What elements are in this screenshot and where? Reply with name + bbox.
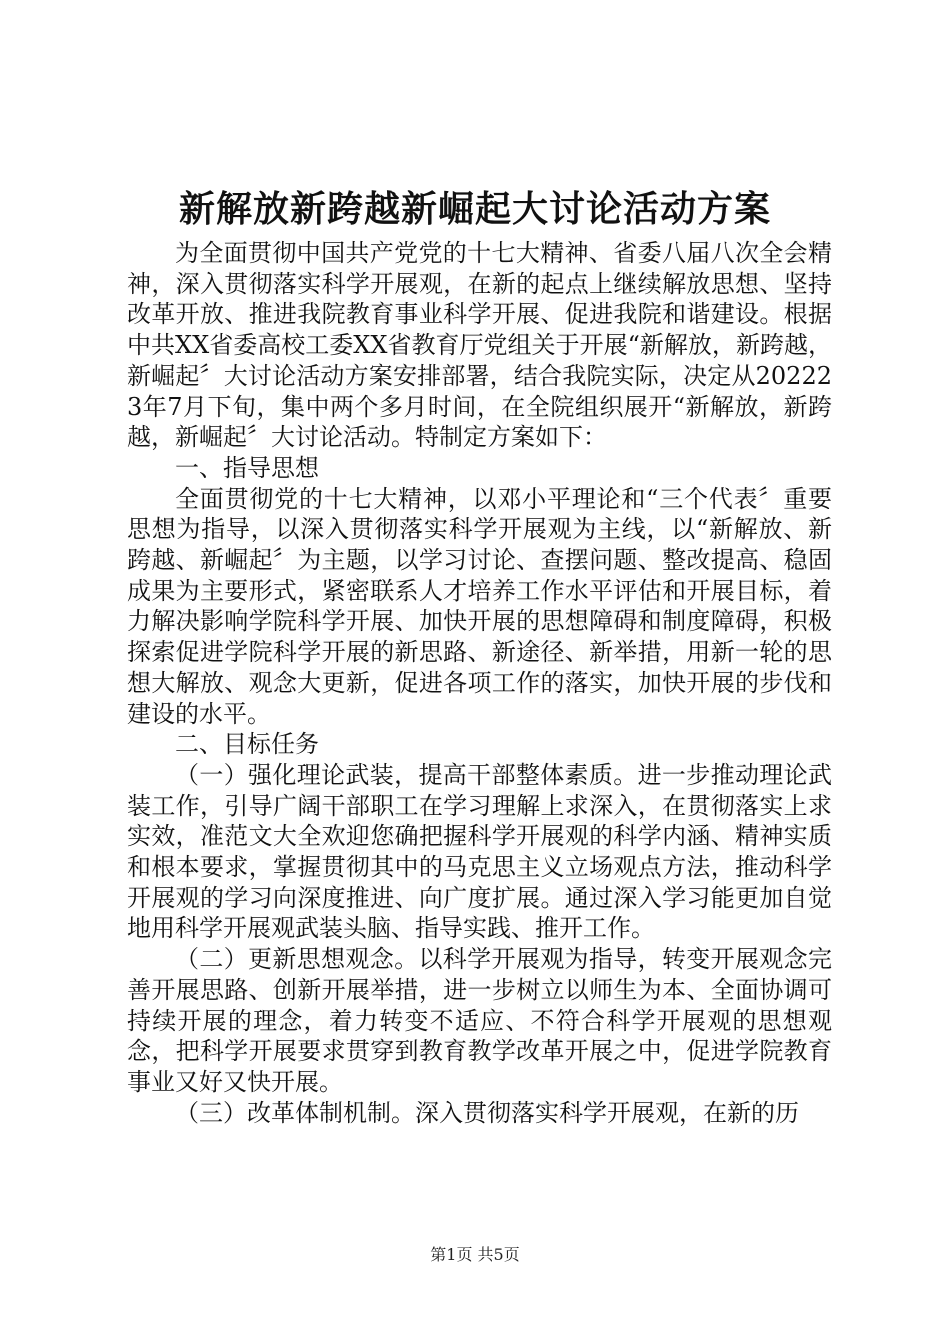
goal-item-1-paragraph: （一）强化理论武装，提高干部整体素质。进一步推动理论武装工作，引导广阔干部职工在学习理解上求深入，在贯彻落实上求实效，准范文大全欢迎您确把握科学开展观的科学内涵、精神实质和根本要求，掌握贯彻其中的马克思主义立场观点方法，推动科学开展观的学习向深度推进、向广度扩展。通过深入学习能更加自觉地用科学开展观武装头脑、指导实践、推开工作。	[127, 760, 832, 943]
section-heading-guiding-ideology: 一、指导思想	[175, 453, 319, 482]
section-heading-goals-tasks: 二、目标任务	[175, 730, 319, 759]
goal-item-2-paragraph: （二）更新思想观念。以科学开展观为指导，转变开展观念完善开展思路、创新开展举措，进一步树立以师生为本、全面协调可持续开展的理念，着力转变不适应、不符合科学开展观的思想观念，把科学开展要求贯穿到教育教学改革开展之中，促进学院教育事业又好又快开展。	[127, 945, 832, 1096]
guiding-ideology-paragraph: 全面贯彻党的十七大精神，以邓小平理论和“三个代表〞重要思想为指导，以深入贯彻落实科学开展观为主线，以“新解放、新跨越、新崛起〞为主题，以学习讨论、查摆问题、整改提高、稳固成果为主要形式，紧密联系人才培养工作水平评估和开展目标，着力解决影响学院科学开展、加快开展的思想障碍和制度障碍，积极探索促进学院科学开展的新思路、新途径、新举措，用新一轮的思想大解放、观念大更新，促进各项工作的落实，加快开展的步伐和建设的水平。	[127, 484, 832, 728]
goal-item-3-paragraph: （三）改革体制机制。深入贯彻落实科学开展观，在新的历	[175, 1098, 799, 1127]
document-body	[127, 238, 832, 1128]
page-number-footer: 第1页 共5页	[430, 1245, 520, 1264]
intro-paragraph: 为全面贯彻中国共产党党的十七大精神、省委八届八次全会精神，深入贯彻落实科学开展观，在新的起点上继续解放思想、坚持改革开放、推进我院教育事业科学开展、促进我院和谐建设。根据中共XX省委高校工委XX省教育厅党组关于开展“新解放，新跨越，新崛起〞大讨论活动方案安排部署，结合我院实际，决定从202223年7月下旬，集中两个多月时间，在全院组织展开“新解放，新跨越，新崛起〞大讨论活动。特制定方案如下：	[127, 239, 832, 452]
document-title: 新解放新跨越新崛起大讨论活动方案	[178, 188, 771, 230]
